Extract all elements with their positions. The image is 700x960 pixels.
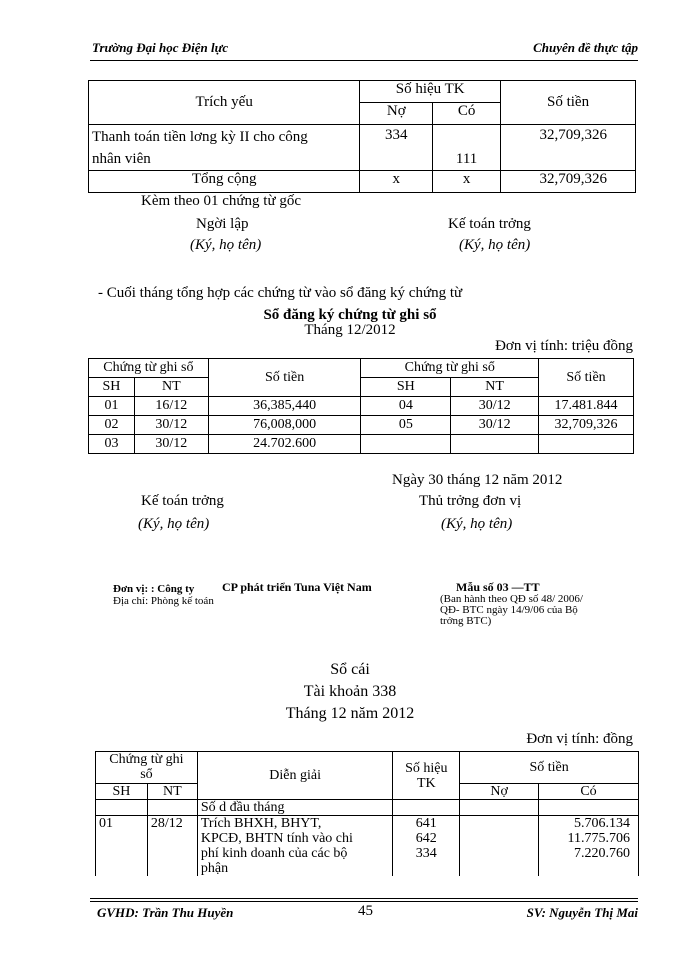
- cell-nt: 30/12: [134, 435, 208, 454]
- cell-amount: 36,385,440: [208, 397, 361, 416]
- cell-nt-2: 30/12: [451, 416, 539, 435]
- cell-sh: 01: [96, 816, 148, 877]
- accountant-note-2: (Ký, họ tên): [138, 516, 210, 532]
- row-credit: 111: [433, 125, 501, 171]
- col-sh: SH: [96, 784, 148, 800]
- table-row: [96, 800, 639, 816]
- form-number: Mẫu số 03 —TT: [456, 580, 540, 594]
- cell-sh: 03: [89, 435, 135, 454]
- cell-nt-2: 30/12: [451, 397, 539, 416]
- header-topic: Chuyên đề thực tập: [533, 40, 638, 55]
- cell-nt: 30/12: [134, 416, 208, 435]
- header-rule: [90, 60, 638, 61]
- col-desc: Diễn giải: [197, 752, 393, 800]
- footer-rule-2: [90, 901, 638, 902]
- cell-amount-2: [539, 435, 634, 454]
- col-nt-2: NT: [451, 378, 539, 397]
- accountant-label-2: Kế toán trởng: [141, 493, 224, 509]
- cell-account: 641 642 334: [393, 816, 460, 877]
- total-credit: x: [433, 171, 501, 193]
- company-unit-label: Đơn vị: : Công ty: [113, 583, 195, 595]
- head-note: (Ký, họ tên): [441, 516, 513, 532]
- row-summary: Thanh toán tiền lơng kỳ II cho công nhân viên: [89, 125, 360, 171]
- col-sh-2: SH: [361, 378, 451, 397]
- accountant-note: (Ký, họ tên): [459, 237, 531, 253]
- cell-nt-2: [451, 435, 539, 454]
- head-label: Thủ trởng đơn vị: [419, 493, 522, 509]
- preparer-label: Ngời lập: [196, 216, 249, 232]
- table-row: [89, 397, 634, 416]
- col-amount: Số tiền: [501, 81, 636, 125]
- col-voucher: Chứng từ ghi sổ: [96, 752, 198, 784]
- cell-nt: 16/12: [134, 397, 208, 416]
- footer-rule: [90, 898, 638, 899]
- header-school: Trường Đại học Điện lực: [92, 40, 229, 55]
- preparer-note: (Ký, họ tên): [190, 237, 262, 253]
- cell-sh-2: 05: [361, 416, 451, 435]
- ledger-account: Tài khoản 338: [303, 683, 397, 700]
- col-account: Số hiệu TK: [393, 752, 460, 800]
- table-row: [96, 816, 639, 877]
- col-amount: Số tiền: [460, 752, 639, 784]
- col-sh: SH: [89, 378, 135, 397]
- opening-balance: Số d đầu tháng: [197, 800, 393, 816]
- total-debit: x: [360, 171, 433, 193]
- col-debit: Nợ: [460, 784, 539, 800]
- total-row: [89, 171, 636, 193]
- footer-student: SV: Nguyễn Thị Mai: [526, 905, 638, 920]
- ledger-month: Tháng 12 năm 2012: [285, 705, 415, 722]
- total-amount: 32,709,326: [501, 171, 636, 193]
- register-title: Sổ đăng ký chứng từ ghi sổ: [263, 307, 437, 323]
- col-amount-2: Số tiền: [539, 359, 634, 397]
- cell-sh: 01: [89, 397, 135, 416]
- cell-amount: 24.702.600: [208, 435, 361, 454]
- col-nt: NT: [147, 784, 197, 800]
- register-table: [88, 358, 634, 454]
- cell-credit: 5.706.134 11.775.706 7.220.760: [539, 816, 639, 877]
- total-label: Tổng cộng: [89, 171, 360, 193]
- cell-nt: 28/12: [147, 816, 197, 877]
- page-number: 45: [358, 903, 373, 919]
- ledger-title: Sổ cái: [330, 661, 370, 678]
- sign-date: Ngày 30 tháng 12 năm 2012: [392, 472, 563, 488]
- cell-amount-2: 32,709,326: [539, 416, 634, 435]
- form-note: (Ban hành theo QĐ số 48/ 2006/ QĐ- BTC ngày 14/9/06 của Bộ trởng BTC): [440, 593, 583, 627]
- cell-amount: 76,008,000: [208, 416, 361, 435]
- attach-note: Kèm theo 01 chứng từ gốc: [141, 193, 301, 209]
- table-row: [89, 125, 636, 171]
- accountant-label: Kế toán trởng: [448, 216, 531, 232]
- cell-sh-2: [361, 435, 451, 454]
- col-debit: Nợ: [360, 103, 433, 125]
- table-row: [89, 416, 634, 435]
- voucher-table: [88, 80, 636, 193]
- cell-debit: [460, 816, 539, 877]
- ledger-table: [95, 751, 639, 876]
- summary-line: - Cuối tháng tổng hợp các chứng từ vào sổ đăng ký chứng từ: [98, 285, 463, 301]
- cell-amount-2: 17.481.844: [539, 397, 634, 416]
- cell-sh: 02: [89, 416, 135, 435]
- cell-sh-2: 04: [361, 397, 451, 416]
- company-name: CP phát triển Tuna Việt Nam: [222, 580, 372, 594]
- table-row: [89, 435, 634, 454]
- col-summary: Trích yếu: [89, 81, 360, 125]
- col-group: Chứng từ ghi sổ: [89, 359, 209, 378]
- col-group-2: Chứng từ ghi sổ: [361, 359, 539, 378]
- cell-desc: Trích BHXH, BHYT, KPCĐ, BHTN tính vào chi phí kinh doanh của các bộ phận: [197, 816, 393, 877]
- footer-supervisor: GVHD: Trần Thu Huyền: [97, 905, 234, 920]
- register-unit: Đơn vị tính: triệu đồng: [495, 338, 633, 354]
- company-address: Địa chỉ: Phòng kế toán: [113, 595, 214, 607]
- col-credit: Có: [433, 103, 501, 125]
- col-account: Số hiệu TK: [360, 81, 501, 103]
- ledger-unit: Đơn vị tính: đồng: [526, 731, 633, 747]
- row-debit: 334: [360, 125, 433, 171]
- register-month: Tháng 12/2012: [304, 322, 396, 338]
- row-amount: 32,709,326: [501, 125, 636, 171]
- col-amount: Số tiền: [208, 359, 361, 397]
- col-credit: Có: [539, 784, 639, 800]
- col-nt: NT: [134, 378, 208, 397]
